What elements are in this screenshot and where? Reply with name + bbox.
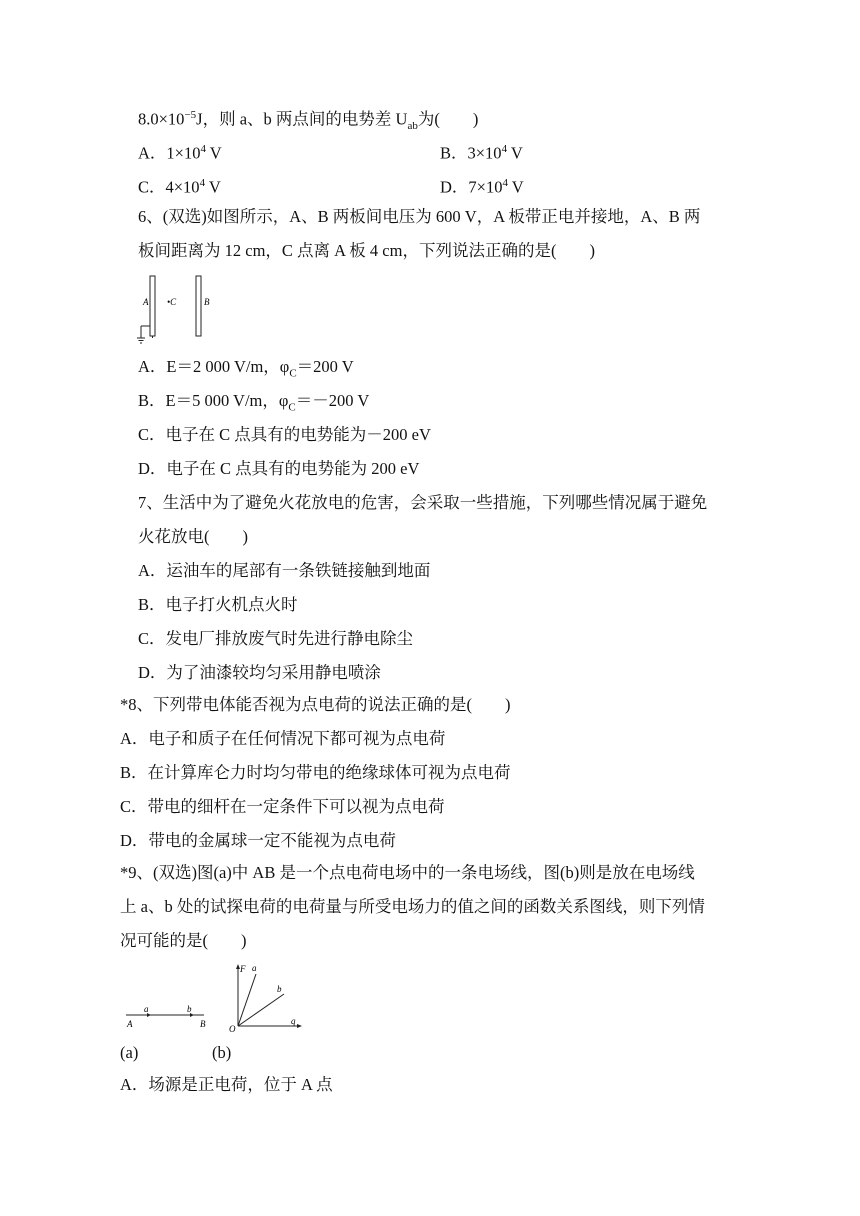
plate-a	[150, 276, 155, 336]
q7-stem-line1: 7、生活中为了避免火花放电的危害，会采取一些措施，下列哪些情况属于避免	[138, 493, 708, 512]
q9-fq-graph	[226, 960, 310, 1034]
q5-option-a-exp: 4	[200, 143, 206, 155]
label-a-lower: a	[144, 1004, 149, 1014]
q5-stem-exponent: −5	[184, 109, 197, 121]
q6-option-b-sub: C	[288, 401, 296, 414]
q5-option-b-exp: 4	[501, 143, 508, 155]
q9-stem-line1: *9、(双选)图(a)中 AB 是一个点电荷电场中的一条电场线，图(b)则是放在电场线	[120, 863, 695, 882]
q6-option-a	[138, 356, 354, 384]
q9-stem-line3: 况可能的是( )	[120, 931, 247, 950]
q6-option-a-text: A．E＝2 000 V/m，φ	[138, 357, 290, 376]
q6-option-c: C．电子在 C 点具有的电势能为－200 eV	[138, 425, 431, 444]
label-q: q	[291, 1016, 296, 1026]
q7-option-c: C．发电厂排放废气时先进行静电除尘	[138, 629, 414, 648]
arrow-right-icon	[297, 1024, 302, 1028]
q5-stem-text-mid: J，则 a、b 两点间的电势差 U	[196, 109, 408, 129]
label-b: B	[204, 297, 210, 307]
q5-option-a	[138, 138, 222, 165]
q8-option-b: B．在计算库仑力时均匀带电的绝缘球体可视为点电荷	[120, 763, 511, 782]
q5-option-d-unit: V	[507, 177, 524, 197]
label-a: A	[143, 297, 149, 307]
q7-option-d: D．为了油漆较均匀采用静电喷涂	[138, 663, 381, 682]
q6-option-a-value: ＝200 V	[296, 357, 354, 376]
q8-option-d: D．带电的金属球一定不能视为点电荷	[120, 831, 396, 850]
q6-plates-figure	[136, 274, 226, 346]
q9-stem-line2: 上 a、b 处的试探电荷的电荷量与所受电场力的值之间的函数关系图线，则下列情	[120, 897, 705, 916]
q5-option-c-text: C．4×10	[138, 177, 200, 197]
q6-stem-line2: 板间距离为 12 cm，C 点离 A 板 4 cm，下列说法正确的是( )	[138, 241, 595, 260]
q7-option-b: B．电子打火机点火时	[138, 595, 298, 614]
q8-option-c: C．带电的细杆在一定条件下可以视为点电荷	[120, 797, 445, 816]
q6-option-b-value: ＝－200 V	[295, 391, 370, 410]
q7-stem-line2: 火花放电( )	[138, 527, 248, 546]
q5-stem-subscript: ab	[407, 119, 418, 132]
q8-option-a: A．电子和质子在任何情况下都可视为点电荷	[120, 729, 446, 748]
q9-caption-b: (b)	[212, 1043, 232, 1062]
q5-option-c-exp: 4	[199, 177, 206, 189]
label-c: •C	[167, 297, 177, 307]
q5-stem	[138, 104, 478, 137]
q9-caption-a: (a)	[120, 1043, 139, 1062]
q6-option-b-text: B．E＝5 000 V/m，φ	[138, 391, 289, 410]
label-b: b	[277, 984, 282, 994]
q5-option-d	[440, 172, 524, 199]
q9-field-line-figure	[120, 1000, 220, 1032]
label-a-upper: A	[127, 1019, 133, 1029]
label-a: a	[252, 963, 257, 973]
line-b	[238, 994, 284, 1026]
label-b-upper: B	[200, 1019, 206, 1029]
q5-option-a-text: A．1×10	[138, 143, 201, 163]
q5-stem-text: 8.0×10	[138, 109, 185, 129]
q5-option-d-text: D．7×10	[440, 177, 503, 197]
q8-stem: *8、下列带电体能否视为点电荷的说法正确的是( )	[120, 695, 511, 714]
label-f: F	[240, 964, 246, 974]
q5-option-d-exp: 4	[502, 177, 508, 189]
label-b-lower: b	[187, 1004, 192, 1014]
q5-option-c	[138, 172, 221, 199]
q6-option-d: D．电子在 C 点具有的电势能为 200 eV	[138, 459, 420, 478]
q6-option-b	[138, 390, 369, 418]
q5-option-b	[440, 138, 523, 165]
q9-option-a: A．场源是正电荷，位于 A 点	[120, 1075, 333, 1094]
q5-option-b-unit: V	[507, 143, 523, 163]
q5-option-a-unit: V	[205, 143, 222, 163]
q7-option-a: A．运油车的尾部有一条铁链接触到地面	[138, 561, 431, 580]
label-o: O	[229, 1024, 236, 1034]
q5-stem-text-end: 为( )	[417, 109, 479, 129]
q6-option-a-sub: C	[289, 367, 297, 380]
q6-stem-line1: 6、(双选)如图所示，A、B 两板间电压为 600 V，A 板带正电并接地，A、B 两	[138, 207, 701, 226]
plate-b	[196, 276, 201, 336]
q5-option-b-text: B．3×10	[440, 143, 502, 163]
q5-option-c-unit: V	[205, 177, 221, 197]
line-a	[238, 974, 256, 1026]
